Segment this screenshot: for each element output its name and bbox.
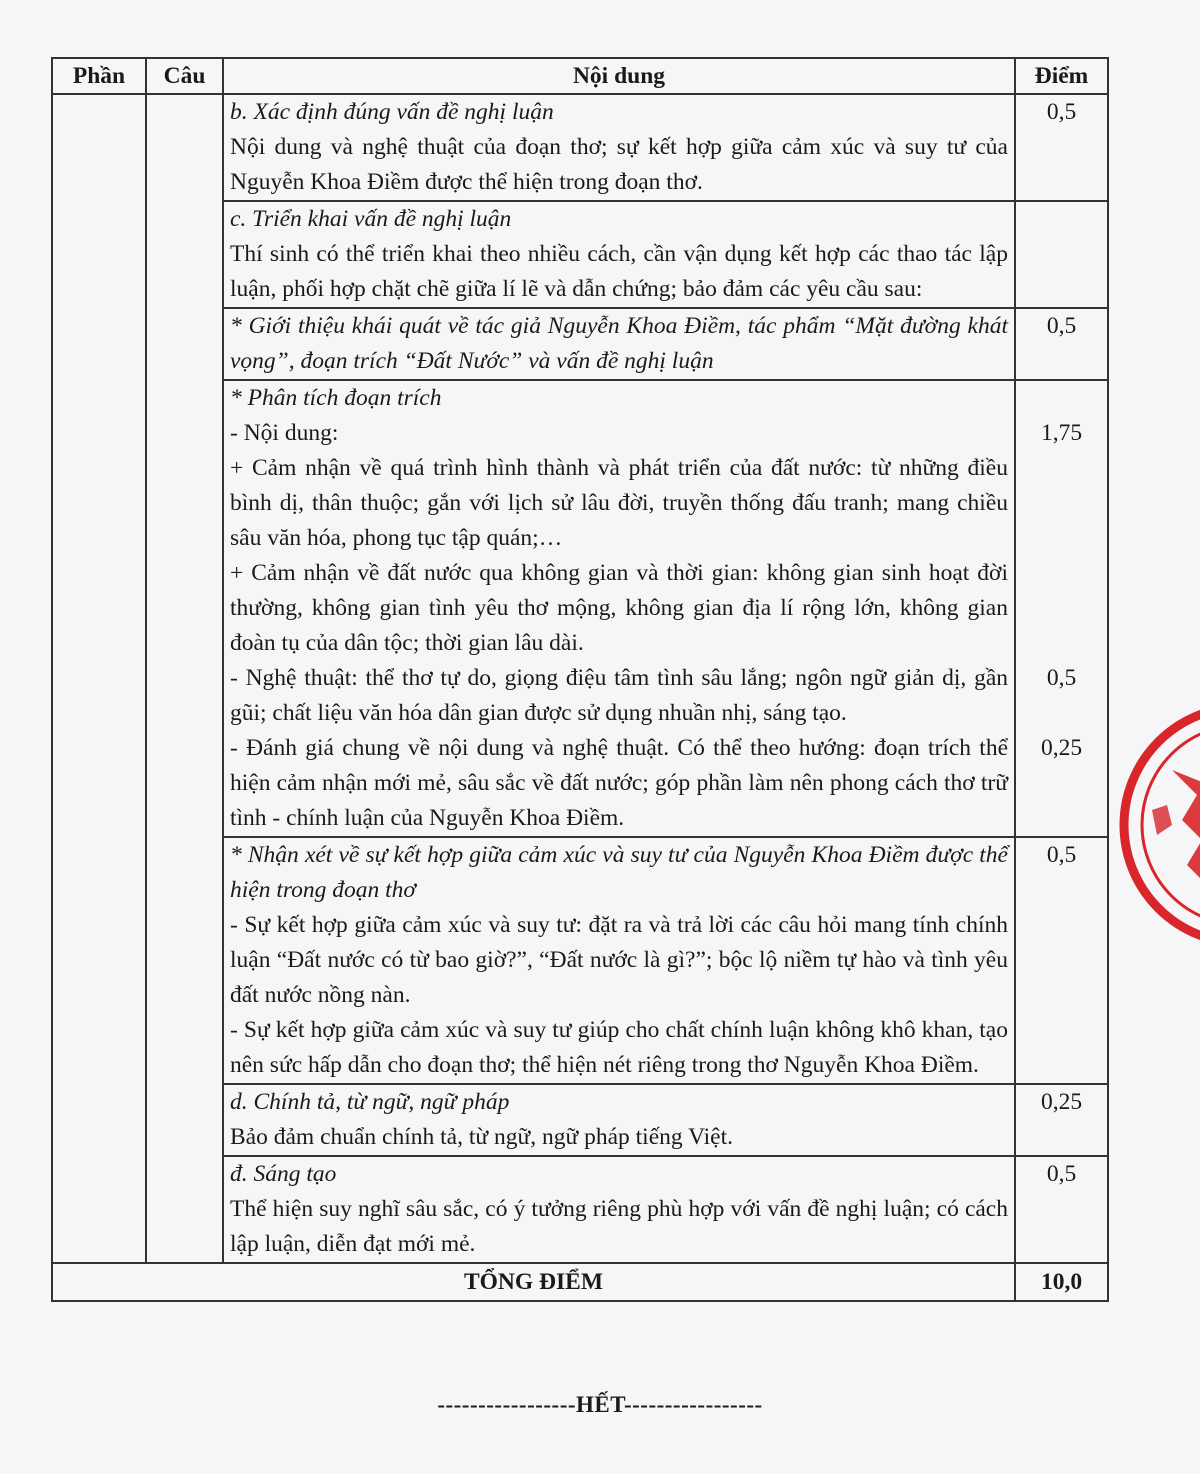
- score-cell: 0,5: [1015, 308, 1108, 380]
- score-cell: 0,5: [1015, 1156, 1108, 1263]
- end-marker: -----------------HẾT-----------------: [437, 1392, 763, 1417]
- content-point: + Cảm nhận về đất nước qua không gian và thời gian: không gian sinh hoạt đời thường, không gian tình yêu thơ mộng, không gian địa lí rộng lớn, không gian đoàn tụ của dân tộc; thời gian lâu dài.: [230, 560, 1008, 656]
- score-cell: [1015, 201, 1108, 308]
- scoring-rubric-table: [51, 57, 1109, 1302]
- header-cau: Câu: [146, 58, 223, 94]
- content-cell: [223, 201, 1015, 308]
- score-cell: 0,5: [1015, 837, 1108, 1084]
- criterion-heading: b. Xác định đúng vấn đề nghị luận: [230, 99, 554, 125]
- table-row: [52, 94, 1108, 201]
- content-point: + Cảm nhận về quá trình hình thành và phát triển của đất nước: từ những điều bình dị, thân thuộc; gắn với lịch sử lâu đời, truyền thống đấu tranh; mang chiều sâu văn hóa, phong tục tập quán;…: [230, 455, 1008, 551]
- score-cell: 0,25: [1015, 1084, 1108, 1156]
- noi-dung-score: 1,75: [1040, 420, 1083, 446]
- cau-cell: [146, 94, 223, 1263]
- content-point: - Sự kết hợp giữa cảm xúc và suy tư: đặt ra và trả lời các câu hỏi mang tính chính luận “Đất nước có từ bao giờ?”, “Đất nước là gì?”; bộc lộ niềm tự hào và tình yêu đất nước nồng nàn.: [230, 912, 1008, 1008]
- content-cell: [223, 1156, 1015, 1263]
- danh-gia-score: 0,25: [1040, 735, 1083, 761]
- score-cell: [1015, 380, 1108, 837]
- content-cell: [223, 380, 1015, 837]
- header-noi-dung: Nội dung: [223, 58, 1015, 94]
- danh-gia-point: - Đánh giá chung về nội dung và nghệ thuật. Có thể theo hướng: đoạn trích thể hiện cảm nhận mới mẻ, sâu sắc về đất nước; góp phần làm nên phong cách thơ trữ tình - chính luận của Nguyễn Khoa Điềm.: [230, 735, 1008, 831]
- criterion-heading: c. Triển khai vấn đề nghị luận: [230, 206, 512, 232]
- criterion-heading: * Phân tích đoạn trích: [230, 385, 442, 411]
- phan-cell: [52, 94, 146, 1263]
- total-row: [52, 1263, 1108, 1301]
- criterion-body: Thí sinh có thể triển khai theo nhiều cách, cần vận dụng kết hợp các thao tác lập luận, phối hợp chặt chẽ giữa lí lẽ và dẫn chứng; bảo đảm các yêu cầu sau:: [230, 241, 1008, 302]
- content-cell: [223, 94, 1015, 201]
- content-cell: [223, 1084, 1015, 1156]
- nghe-thuat-score: 0,5: [1046, 665, 1077, 691]
- header-diem: Điểm: [1015, 58, 1108, 94]
- criterion-heading: đ. Sáng tạo: [230, 1161, 337, 1187]
- total-label: TỔNG ĐIỂM: [52, 1263, 1015, 1301]
- noi-dung-label: - Nội dung:: [230, 420, 339, 446]
- criterion-heading: * Nhận xét về sự kết hợp giữa cảm xúc và suy tư của Nguyễn Khoa Điềm được thể hiện trong đoạn thơ: [230, 842, 1008, 903]
- total-score: 10,0: [1015, 1263, 1108, 1301]
- criterion-heading: * Giới thiệu khái quát về tác giả Nguyễn Khoa Điềm, tác phẩm “Mặt đường khát vọng”, đoạn trích “Đất Nước” và vấn đề nghị luận: [230, 313, 1008, 374]
- header-phan: Phần: [52, 58, 146, 94]
- official-seal-stamp: [1112, 700, 1200, 950]
- score-cell: 0,5: [1015, 94, 1108, 201]
- criterion-heading: d. Chính tả, từ ngữ, ngữ pháp: [230, 1089, 510, 1115]
- criterion-body: Thể hiện suy nghĩ sâu sắc, có ý tưởng riêng phù hợp với vấn đề nghị luận; có cách lập luận, diễn đạt mới mẻ.: [230, 1196, 1008, 1257]
- content-cell: [223, 308, 1015, 380]
- nghe-thuat-point: - Nghệ thuật: thể thơ tự do, giọng điệu tâm tình sâu lắng; ngôn ngữ giản dị, gần gũi; chất liệu văn hóa dân gian được sử dụng nhuần nhị, sáng tạo.: [230, 665, 1008, 726]
- table-header-row: [52, 58, 1108, 94]
- criterion-body: Nội dung và nghệ thuật của đoạn thơ; sự kết hợp giữa cảm xúc và suy tư của Nguyễn Khoa Điềm được thể hiện trong đoạn thơ.: [230, 134, 1008, 195]
- criterion-body: Bảo đảm chuẩn chính tả, từ ngữ, ngữ pháp tiếng Việt.: [230, 1124, 734, 1150]
- content-cell: [223, 837, 1015, 1084]
- content-point: - Sự kết hợp giữa cảm xúc và suy tư giúp cho chất chính luận không khô khan, tạo nên sức hấp dẫn cho đoạn thơ; thể hiện nét riêng trong thơ Nguyễn Khoa Điềm.: [230, 1017, 1008, 1078]
